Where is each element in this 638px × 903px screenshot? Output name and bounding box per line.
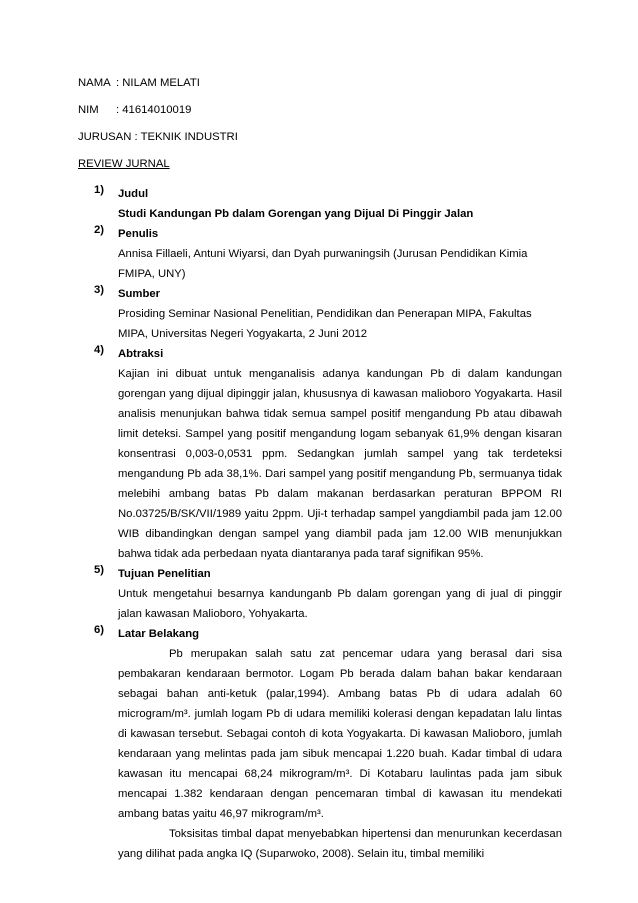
section-abstraksi: [78, 344, 562, 564]
nim-line: [78, 103, 191, 117]
section-paragraph-1: Pb merupakan salah satu zat pencemar udara yang berasal dari sisa pembakaran kendaraan bermotor. Logam Pb berada dalam bahan bakar kendaraan sebagai bahan anti-ketuk (palar,1994). Ambang batas Pb di udara adalah 60 microgram/m³. jumlah logam Pb di udara memiliki kolerasi dengan kepadatan lalu lintas di kawasan tersebut. Sebagai contoh di kota Yogyakarta. Di kawasan Malioboro, jumlah kendaraan yang melintas pada jam sibuk mencapai 1.220 buah. Kadar timbal di udara kawasan itu mencapai 68,24 mikrogram/m³. Di Kotabaru laulintas pada jam sibuk mencapai 1.382 kendaraan dengan pencemaran timbal di kawasan itu mendekati ambang batas yaitu 46,97 mikrogram/m³.: [118, 648, 562, 820]
section-sumber: [78, 284, 562, 344]
section-title: Latar Belakang: [118, 628, 199, 640]
nim-value: : 41614010019: [116, 104, 192, 116]
section-title: Penulis: [118, 228, 159, 240]
section-text: Untuk mengetahui besarnya kandunganb Pb dalam gorengan yang di jual di pinggir jalan kawasan Malioboro, Yohyakarta.: [118, 588, 562, 620]
section-latar-belakang: [78, 624, 562, 864]
section-number: 5): [94, 564, 105, 576]
section-title: Abtraksi: [118, 348, 164, 360]
review-title: REVIEW JURNAL: [78, 158, 170, 170]
nama-label: NAMA: [78, 77, 111, 89]
nama-value: : NILAM MELATI: [116, 77, 200, 89]
section-number: 1): [94, 184, 105, 196]
section-tujuan-penelitian: [78, 564, 562, 624]
section-title: Tujuan Penelitian: [118, 568, 211, 580]
section-number: 6): [94, 624, 105, 636]
section-text: Prosiding Seminar Nasional Penelitian, Pendidikan dan Penerapan MIPA, Fakultas MIPA, Universitas Negeri Yogyakarta, 2 Juni 2012: [118, 308, 532, 340]
section-number: 4): [94, 344, 105, 356]
section-title: Judul: [118, 188, 149, 200]
review-sections: [78, 184, 562, 864]
nim-label: NIM: [78, 104, 99, 116]
section-text: Kajian ini dibuat untuk menganalisis adanya kandungan Pb di dalam kandungan gorengan yang dijual dipinggir jalan, khususnya di kawasan malioboro Yogyakarta. Hasil analisis menunjukan bahwa tidak semua sampel positif mengandung Pb atau dibawah limit deteksi. Sampel yang positif mengandung logam sebanyak 61,9% dengan kisaran konsentrasi 0,003-0,0531 ppm. Sedangkan jumlah sampel yang tak terdeteksi mengandung Pb ada 38,1%. Dari sampel yang positif mengandung Pb, sermuanya tidak melebihi ambang batas Pb dalam makanan berdasarkan peraturan BPPOM RI No.03725/B/SK/VII/1989 yaitu 2ppm. Uji-t terhadap sampel yangdiambil pada jam 12.00 WIB dibandingkan dengan sampel yang diambil pada jam 12.00 WIB menunjukkan bahwa tidak ada perbedaan nyata diantaranya pada taraf signifikan 95%.: [118, 368, 562, 560]
section-text: Annisa Fillaeli, Antuni Wiyarsi, dan Dyah purwaningsih (Jurusan Pendidikan Kimia FMIPA, UNY): [118, 248, 528, 280]
jurusan-line: JURUSAN : TEKNIK INDUSTRI: [78, 131, 238, 143]
section-penulis: [78, 224, 562, 284]
section-number: 2): [94, 224, 105, 236]
section-text: Studi Kandungan Pb dalam Gorengan yang Dijual Di Pinggir Jalan: [118, 208, 474, 220]
section-paragraph-2: Toksisitas timbal dapat menyebabkan hipertensi dan menurunkan kecerdasan yang dilihat pada angka IQ (Suparwoko, 2008). Selain itu, timbal memiliki: [118, 828, 562, 860]
section-title: Sumber: [118, 288, 161, 300]
nama-line: [78, 76, 200, 90]
section-judul: [78, 184, 562, 224]
section-number: 3): [94, 284, 105, 296]
